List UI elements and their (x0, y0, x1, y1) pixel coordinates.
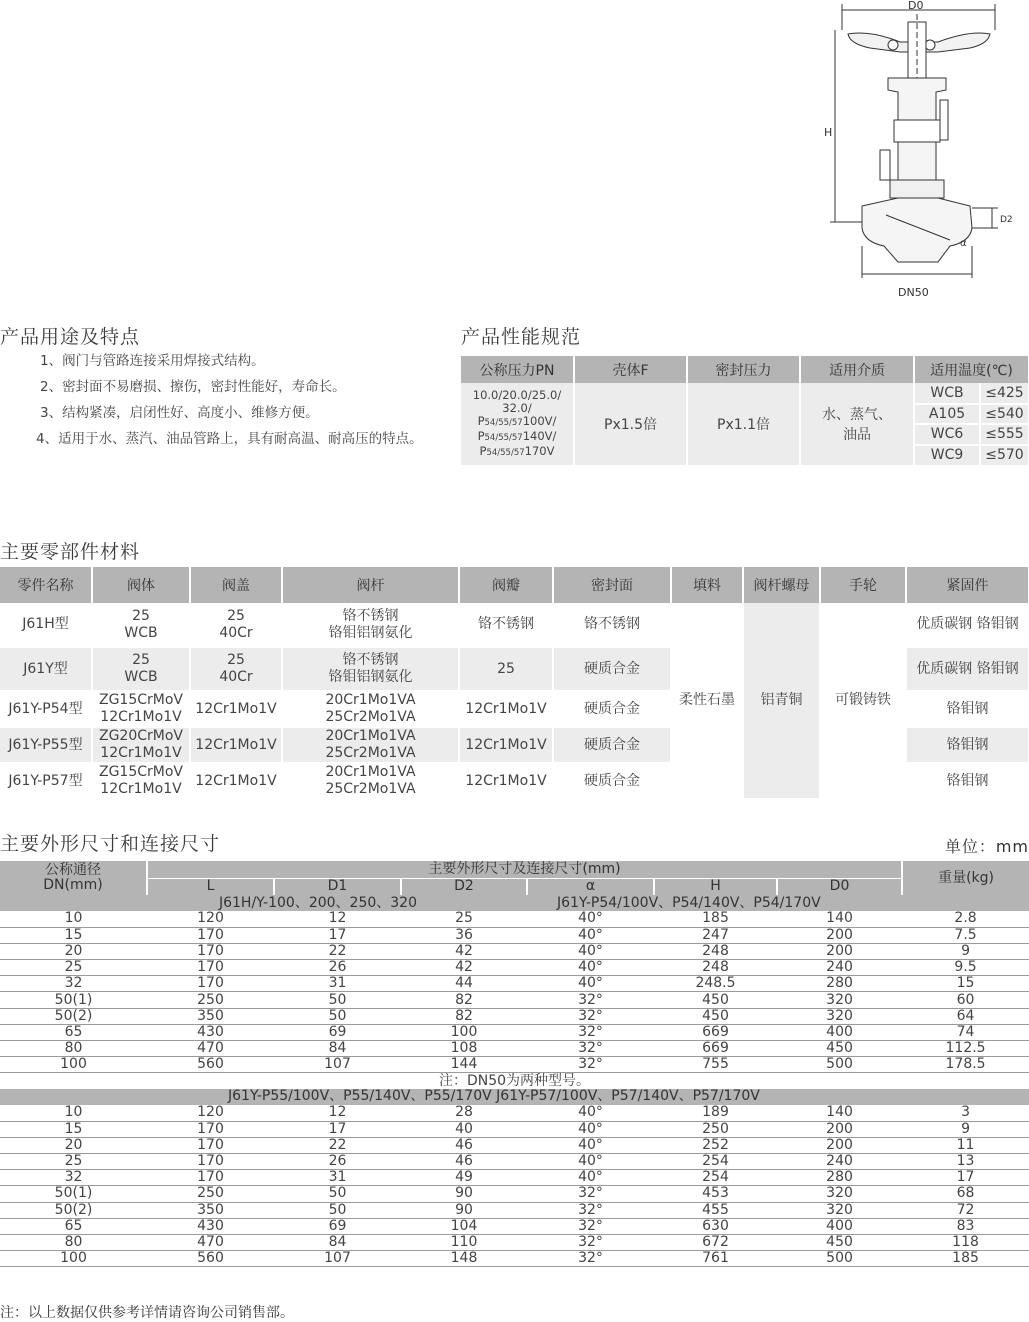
mat-header: 密封面 (553, 567, 671, 603)
table-row (0, 1186, 1029, 1202)
dim-cell: 32° (527, 992, 654, 1008)
dim-cell: 25 (0, 1153, 147, 1169)
dim-cell: 82 (401, 1008, 527, 1024)
packing-cell: 柔性石墨 (671, 603, 743, 799)
pn-line: P54/55/57100V/ (477, 413, 557, 428)
bonnet-cell: 12Cr1Mo1V (190, 691, 282, 727)
mat-header: 阀杆 (282, 567, 459, 603)
part-name: J61Y-P57型 (0, 763, 92, 799)
dim-cell: 170 (147, 1170, 274, 1186)
table-row (0, 927, 1029, 943)
dim-cell: 560 (147, 1057, 274, 1073)
mat-header: 阀体 (92, 567, 190, 603)
dim-cell: 40° (527, 1121, 654, 1137)
dimensions-title: 主要外形尺寸和连接尺寸 (0, 833, 221, 855)
table-row (0, 1041, 1029, 1057)
dim-cell: 40° (527, 976, 654, 992)
part-name: J61Y-P54型 (0, 691, 92, 727)
dim-cell: 65 (0, 1218, 147, 1234)
dim-cell: 90 (401, 1186, 527, 1202)
dim-cell: 755 (654, 1057, 777, 1073)
dim-cell: 200 (777, 1137, 902, 1153)
dn-label: DN50 (898, 286, 929, 299)
table-row (0, 1121, 1029, 1137)
mid-note: 注：DN50为两种型号。 (438, 1072, 591, 1089)
dim-cell: 9 (902, 943, 1029, 959)
dim-cell: 170 (147, 976, 274, 992)
mat-header: 填料 (671, 567, 743, 603)
dim-cell: 32° (527, 1218, 654, 1234)
pn-line: P54/55/57170V (479, 443, 555, 458)
temp-material: WC6 (914, 424, 980, 445)
dim-cell: 470 (147, 1234, 274, 1250)
dim-cell: 107 (274, 1251, 401, 1267)
dim-cell: 28 (401, 1105, 527, 1121)
dim-cell: 50(2) (0, 1202, 147, 1218)
table-row (0, 943, 1029, 959)
dim-cell: 400 (777, 1218, 902, 1234)
dim-cell: 60 (902, 992, 1029, 1008)
dim-cell: 72 (902, 1202, 1029, 1218)
band-label: J61Y-P54/100V、P54/140V、P54/170V (527, 895, 1029, 911)
dim-cell: 46 (401, 1153, 527, 1169)
dim-cell: 450 (777, 1041, 902, 1057)
stem-nut-cell: 铝青铜 (743, 603, 820, 799)
dim-cell: 185 (902, 1251, 1029, 1267)
dim-cell: 2.8 (902, 911, 1029, 927)
dim-cell: 200 (777, 927, 902, 943)
dim-cell: 50(2) (0, 1008, 147, 1024)
dim-cell: 74 (902, 1024, 1029, 1040)
pn-line: 10.0/20.0/25.0/ (472, 387, 562, 402)
medium-cell: 水、蒸气、油品 (800, 383, 914, 465)
dim-cell: 32° (527, 1202, 654, 1218)
dim-cell: 669 (654, 1024, 777, 1040)
dim-cell: 104 (401, 1218, 527, 1234)
bonnet-cell: 25 40Cr (190, 647, 282, 691)
dim-cell: 40° (527, 1105, 654, 1121)
unit-label: 单位：mm (944, 837, 1029, 856)
table-row (0, 1218, 1029, 1234)
dim-cell: 17 (274, 1121, 401, 1137)
dim-cell: 240 (777, 1153, 902, 1169)
dim-cell: 761 (654, 1251, 777, 1267)
table-row (0, 976, 1029, 992)
dim-cell: 32° (527, 1251, 654, 1267)
dim-cell: 12 (274, 1105, 401, 1121)
stem-cell: 铬不锈钢 铬钼铝钢氨化 (282, 603, 459, 647)
dim-cell: 25 (401, 911, 527, 927)
mat-header: 零件名称 (0, 567, 92, 603)
dim-cell: 170 (147, 1153, 274, 1169)
dim-cell: 50 (274, 1202, 401, 1218)
table-row (0, 1057, 1029, 1073)
dim-cell: 430 (147, 1218, 274, 1234)
dim-cell: 26 (274, 1153, 401, 1169)
stem-cell: 20Cr1Mo1VA 25Cr2Mo1VA (282, 763, 459, 799)
col-header: D0 (777, 878, 902, 895)
dim-cell: 500 (777, 1251, 902, 1267)
dim-cell: 350 (147, 1202, 274, 1218)
dim-cell: 42 (401, 943, 527, 959)
dim-cell: 32° (527, 1234, 654, 1250)
dim-cell: 32° (527, 1008, 654, 1024)
dim-cell: 148 (401, 1251, 527, 1267)
dim-cell: 100 (0, 1057, 147, 1073)
seal-cell: Px1.1倍 (687, 383, 800, 465)
dim-cell: 107 (274, 1057, 401, 1073)
dim-cell: 22 (274, 943, 401, 959)
dim-cell: 144 (401, 1057, 527, 1073)
dim-cell: 120 (147, 1105, 274, 1121)
fastener-cell: 铬钼钢 (906, 763, 1029, 799)
materials-title: 主要零部件材料 (0, 541, 141, 563)
dim-cell: 11 (902, 1137, 1029, 1153)
dim-cell: 189 (654, 1105, 777, 1121)
dim-cell: 350 (147, 1008, 274, 1024)
disc-cell: 铬不锈钢 (459, 603, 553, 647)
table-row (0, 1170, 1029, 1186)
col-header: α (527, 878, 654, 895)
dim-cell: 26 (274, 960, 401, 976)
dim-cell: 500 (777, 1057, 902, 1073)
performance-table (461, 356, 1029, 465)
dim-cell: 84 (274, 1234, 401, 1250)
dim-cell: 110 (401, 1234, 527, 1250)
dim-cell: 83 (902, 1218, 1029, 1234)
dim-cell: 254 (654, 1170, 777, 1186)
dim-cell: 320 (777, 992, 902, 1008)
pressure-cell (461, 383, 574, 465)
dim-cell: 185 (654, 911, 777, 927)
fastener-cell: 优质碳钢 铬钼钢 (906, 647, 1029, 691)
fastener-cell: 铬钼钢 (906, 727, 1029, 763)
temp-material: WC9 (914, 445, 980, 466)
handwheel-cell: 可锻铸铁 (820, 603, 906, 799)
body-cell: ZG20CrMoV 12Cr1Mo1V (92, 727, 190, 763)
mat-header: 手轮 (820, 567, 906, 603)
dim-cell: 31 (274, 976, 401, 992)
dim-cell: 31 (274, 1170, 401, 1186)
feature-item: 4、适用于水、蒸汽、油品管路上，具有耐高温、耐高压的特点。 (36, 431, 423, 447)
dim-cell: 630 (654, 1218, 777, 1234)
table-row (0, 1024, 1029, 1040)
alpha-label: α (960, 238, 967, 249)
dim-cell: 40° (527, 1153, 654, 1169)
d2-label: D2 (1000, 215, 1013, 225)
bonnet-cell: 12Cr1Mo1V (190, 763, 282, 799)
dim-cell: 32 (0, 976, 147, 992)
stem-cell: 20Cr1Mo1VA 25Cr2Mo1VA (282, 691, 459, 727)
dim-cell: 560 (147, 1251, 274, 1267)
dim-cell: 17 (274, 927, 401, 943)
dim-cell: 40° (527, 960, 654, 976)
dim-cell: 200 (777, 943, 902, 959)
dim-cell: 100 (0, 1251, 147, 1267)
dim-cell: 120 (147, 911, 274, 927)
dim-cell: 200 (777, 1121, 902, 1137)
dim-cell: 140 (777, 911, 902, 927)
temp-limit: ≤570 (980, 445, 1029, 466)
dim-cell: 455 (654, 1202, 777, 1218)
seat-cell: 硬质合金 (553, 763, 671, 799)
dim-cell: 250 (147, 992, 274, 1008)
perf-header: 密封压力 (687, 356, 800, 383)
feature-item: 3、结构紧凑，启闭性好、高度小、维修方便。 (40, 405, 319, 421)
dim-cell: 44 (401, 976, 527, 992)
dim-cell: 170 (147, 1121, 274, 1137)
mat-header: 紧固件 (906, 567, 1029, 603)
table-row (0, 1202, 1029, 1218)
dim-cell: 32 (0, 1170, 147, 1186)
fastener-cell: 优质碳钢 铬钼钢 (906, 603, 1029, 647)
dim-cell: 68 (902, 1186, 1029, 1202)
dim-cell: 320 (777, 1008, 902, 1024)
seat-cell: 硬质合金 (553, 727, 671, 763)
dim-cell: 42 (401, 960, 527, 976)
dim-cell: 250 (147, 1186, 274, 1202)
disc-cell: 12Cr1Mo1V (459, 691, 553, 727)
dim-cell: 254 (654, 1153, 777, 1169)
dim-cell: 50 (274, 992, 401, 1008)
dim-cell: 240 (777, 960, 902, 976)
dim-cell: 140 (777, 1105, 902, 1121)
table-row (0, 1234, 1029, 1250)
table-row (0, 992, 1029, 1008)
dim-cell: 25 (0, 960, 147, 976)
dim-cell: 170 (147, 960, 274, 976)
band-label: J61Y-P55/100V、P55/140V、P55/170V J61Y-P57/100V、P57/140V、P57/170V (0, 1089, 1029, 1105)
disc-cell: 25 (459, 647, 553, 691)
dim-cell: 178.5 (902, 1057, 1029, 1073)
table-row (0, 1008, 1029, 1024)
part-name: J61Y-P55型 (0, 727, 92, 763)
part-name: J61Y型 (0, 647, 92, 691)
col-header: H (654, 878, 777, 895)
dim-cell: 430 (147, 1024, 274, 1040)
dim-cell: 9 (902, 1121, 1029, 1137)
materials-table (0, 567, 1029, 800)
seat-cell: 硬质合金 (553, 647, 671, 691)
dim-cell: 50 (274, 1008, 401, 1024)
table-row (0, 1153, 1029, 1169)
dim-cell: 50 (274, 1186, 401, 1202)
h-label: H (824, 126, 833, 139)
bonnet-cell: 25 40Cr (190, 603, 282, 647)
dim-cell: 672 (654, 1234, 777, 1250)
dim-cell: 20 (0, 1137, 147, 1153)
dim-cell: 248 (654, 960, 777, 976)
dim-cell: 40 (401, 1121, 527, 1137)
dim-cell: 17 (902, 1170, 1029, 1186)
dim-cell: 65 (0, 1024, 147, 1040)
mat-header: 阀杆螺母 (743, 567, 820, 603)
dim-cell: 32° (527, 1041, 654, 1057)
dim-cell: 453 (654, 1186, 777, 1202)
performance-title: 产品性能规范 (461, 326, 582, 348)
bonnet-cell: 12Cr1Mo1V (190, 727, 282, 763)
col-header: D1 (274, 878, 401, 895)
dim-cell: 32° (527, 1057, 654, 1073)
dim-cell: 10 (0, 1105, 147, 1121)
col-header: L (147, 878, 274, 895)
dim-cell: 13 (902, 1153, 1029, 1169)
dim-cell: 170 (147, 1137, 274, 1153)
dim-cell: 82 (401, 992, 527, 1008)
temp-material: WCB (914, 383, 980, 404)
dim-cell: 80 (0, 1234, 147, 1250)
dim-cell: 247 (654, 927, 777, 943)
d0-label: D0 (908, 0, 924, 12)
table-row (0, 911, 1029, 927)
dim-cell: 280 (777, 1170, 902, 1186)
dim-cell: 108 (401, 1041, 527, 1057)
stem-cell: 20Cr1Mo1VA 25Cr2Mo1VA (282, 727, 459, 763)
dim-cell: 450 (654, 1008, 777, 1024)
col-header: D2 (401, 878, 527, 895)
mat-header: 阀盖 (190, 567, 282, 603)
dim-cell: 32° (527, 1024, 654, 1040)
dim-cell: 49 (401, 1170, 527, 1186)
disc-cell: 12Cr1Mo1V (459, 763, 553, 799)
perf-header: 适用温度(℃) (914, 356, 1029, 383)
body-cell: ZG15CrMoV 12Cr1Mo1V (92, 691, 190, 727)
seat-cell: 铬不锈钢 (553, 603, 671, 647)
dim-cell: 20 (0, 943, 147, 959)
dim-cell: 3 (902, 1105, 1029, 1121)
dim-cell: 46 (401, 1137, 527, 1153)
dim-cell: 450 (654, 992, 777, 1008)
dim-cell: 9.5 (902, 960, 1029, 976)
feature-item: 2、密封面不易磨损、擦伤，密封性能好，寿命长。 (40, 379, 346, 395)
perf-header: 公称压力PN (461, 356, 574, 383)
dim-cell: 36 (401, 927, 527, 943)
perf-header: 壳体F (574, 356, 687, 383)
dim-cell: 400 (777, 1024, 902, 1040)
dim-cell: 320 (777, 1186, 902, 1202)
body-cell: ZG15CrMoV 12Cr1Mo1V (92, 763, 190, 799)
stem-cell: 铬不锈钢 铬钼铝钢氨化 (282, 647, 459, 691)
dim-cell: 40° (527, 927, 654, 943)
dim-cell: 7.5 (902, 927, 1029, 943)
dim-cell: 22 (274, 1137, 401, 1153)
shell-cell: Px1.5倍 (574, 383, 687, 465)
dim-cell: 15 (902, 976, 1029, 992)
body-cell: 25 WCB (92, 647, 190, 691)
dim-cell: 280 (777, 976, 902, 992)
dim-cell: 69 (274, 1024, 401, 1040)
dim-cell: 15 (0, 927, 147, 943)
group-header: 主要外形尺寸及连接尺寸(mm) (147, 861, 902, 878)
dim-cell: 40° (527, 1137, 654, 1153)
dim-cell: 64 (902, 1008, 1029, 1024)
temp-limit: ≤555 (980, 424, 1029, 445)
dim-cell: 252 (654, 1137, 777, 1153)
dim-cell: 170 (147, 927, 274, 943)
dim-cell: 50(1) (0, 1186, 147, 1202)
dim-cell: 40° (527, 1170, 654, 1186)
table-row (0, 1105, 1029, 1121)
footnote: 注：以上数据仅供参考详情请咨询公司销售部。 (0, 1305, 294, 1321)
disc-cell: 12Cr1Mo1V (459, 727, 553, 763)
body-cell: 25 WCB (92, 603, 190, 647)
dim-cell: 50(1) (0, 992, 147, 1008)
dim-cell: 69 (274, 1218, 401, 1234)
dim-cell: 248 (654, 943, 777, 959)
dim-cell: 10 (0, 911, 147, 927)
dim-cell: 248.5 (654, 976, 777, 992)
dim-cell: 90 (401, 1202, 527, 1218)
table-row (0, 1137, 1029, 1153)
part-name: J61H型 (0, 603, 92, 647)
pn-line: 32.0/ (502, 400, 532, 415)
dimensions-table (0, 861, 1029, 1267)
dim-cell: 32° (527, 1186, 654, 1202)
dn-header: 公称通径 DN(mm) (0, 861, 147, 895)
dim-cell: 320 (777, 1202, 902, 1218)
dim-cell: 15 (0, 1121, 147, 1137)
dim-cell: 12 (274, 911, 401, 927)
dim-cell: 80 (0, 1041, 147, 1057)
weight-header: 重量(kg) (902, 861, 1029, 895)
temp-material: A105 (914, 404, 980, 425)
fastener-cell: 铬钼钢 (906, 691, 1029, 727)
temp-limit: ≤425 (980, 383, 1029, 404)
dim-cell: 470 (147, 1041, 274, 1057)
table-row (0, 603, 1029, 647)
dim-cell: 112.5 (902, 1041, 1029, 1057)
dim-cell: 84 (274, 1041, 401, 1057)
dim-cell: 669 (654, 1041, 777, 1057)
features-list (0, 348, 445, 452)
feature-item: 1、阀门与管路连接采用焊接式结构。 (40, 353, 265, 369)
temp-limit: ≤540 (980, 404, 1029, 425)
perf-header: 适用介质 (800, 356, 914, 383)
pn-line: P54/55/57140V/ (477, 428, 557, 443)
table-row (0, 1251, 1029, 1267)
mat-header: 阀瓣 (459, 567, 553, 603)
dim-cell: 118 (902, 1234, 1029, 1250)
dim-cell: 40° (527, 911, 654, 927)
dim-cell: 100 (401, 1024, 527, 1040)
features-title: 产品用途及特点 (0, 326, 141, 348)
dim-cell: 450 (777, 1234, 902, 1250)
band-label: J61H/Y-100、200、250、320 (0, 895, 527, 911)
dim-cell: 170 (147, 943, 274, 959)
table-row (0, 960, 1029, 976)
dim-cell: 250 (654, 1121, 777, 1137)
seat-cell: 硬质合金 (553, 691, 671, 727)
dim-cell: 40° (527, 943, 654, 959)
valve-drawing (820, 0, 1020, 300)
